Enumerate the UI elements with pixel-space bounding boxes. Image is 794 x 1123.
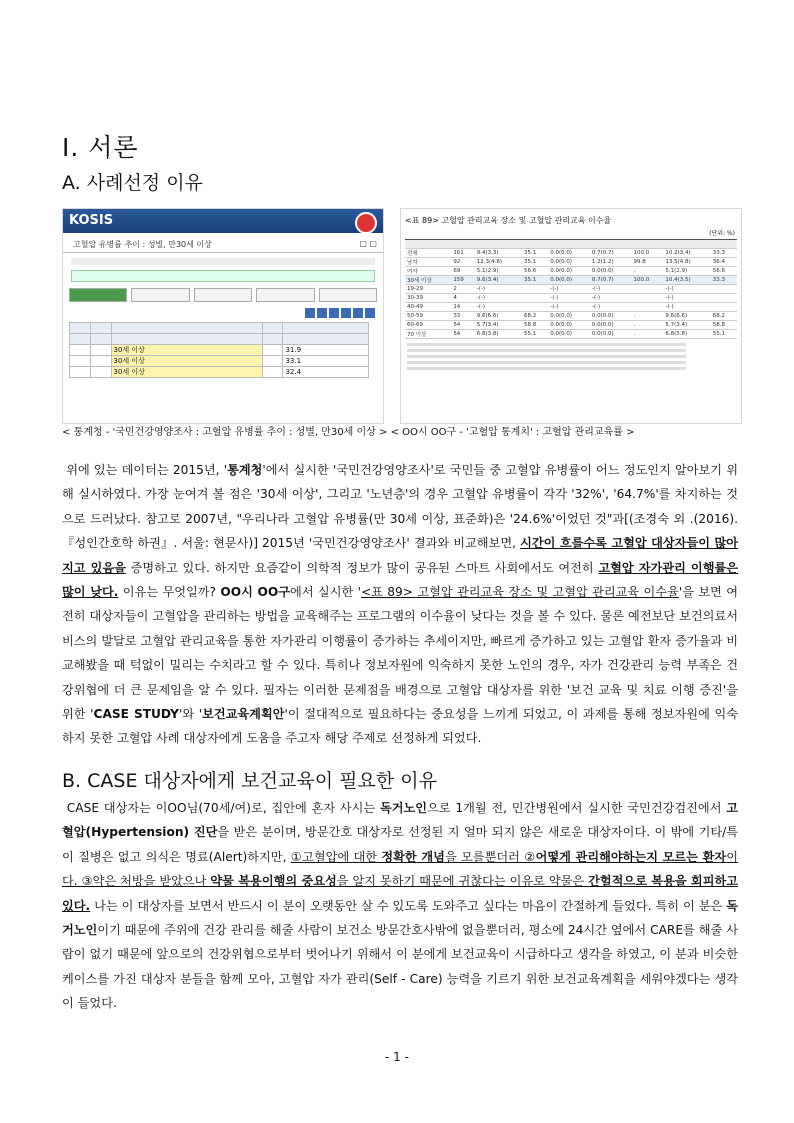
kosis-data-table: 30세 이상 31.9 30세 이상 33.1 30세 이상 32.4 — [69, 322, 369, 378]
kosis-screenshot-figure — [62, 208, 384, 424]
kosis-table-title: 고혈압 유병률 추이 : 성별, 만30세 이상 ▢ ▢ — [63, 233, 383, 253]
table89-unit: (단위: %) — [709, 230, 735, 237]
table89-row: 70 이상 54 6.8(3.8) 55.1 0.0(0.0) 0.0(0.0) . 6.8(3.8) 55.1 — [405, 330, 737, 339]
paragraph-b: CASE 대상자는 이OO님(70세/여)로, 집안에 혼자 사시는 독거노인으로 1개월 전, 민간병원에서 실시한 국민건강검진에서 고혈압(Hypertension) 진단을 받은 분이며, 방문간호 대상자로 선정된 지 얼마 되지 않은 새로운 대상자이다. 이 밖에 기타/특이 질병은 없고 의식은 명료(Alert)하지만, ①고혈압에 대한 정확한 개념을 모를뿐더러 ②어떻게 관리해야하는지 모르는 환자이다. ③약은 처방을 받았으나 약물 복용이행의 중요성을 알지 못하기 때문에 귀찮다는 이유로 약물은 간헐적으로 복용을 회피하고 있다. 나는 이 대상자를 보면서 반드시 이 분이 오랫동안 살 수 있도록 도와주고 싶다는 마음이 간절하게 들었다. 특히 이 분은 독거노인이기 때문에 주위에 건강 관리를 해줄 사람이 보건소 방문간호사밖에 없을뿐더러, 평소에 24시간 옆에서 CARE를 해줄 사람이 없기 때문에 앞으로의 건강위협으로부터 벗어나기 위해서 이 분에게 보건교육이 시급하다고 생각을 하였고, 이 분과 비슷한 케이스를 가진 대상자 분들을 함께 모아, 고혈압 자가 관리(Self - Care) 능력을 기르기 위한 보건교육계획을 세워야겠다는 생각이 들었다. — [62, 801, 739, 1011]
section-a-heading: A. 사례선정 이유 — [62, 172, 203, 194]
page-number: - 1 - — [385, 1050, 409, 1064]
table89-row: 30-39 4 -(-) -(-) -(-) -(-) — [405, 294, 737, 303]
table89-row: 여자 69 5.1(2.9) 56.6 0.0(0.0) 0.0(0.0) . 5.1(2.9) 56.6 — [405, 267, 737, 276]
table89-row: 남자 92 12.3(4.8) 35.1 0.0(0.0) 1.2(1.2) 99.8 13.5(4.8) 36.4 — [405, 258, 737, 267]
kosis-toolbar — [71, 308, 375, 318]
kosis-header — [63, 209, 383, 233]
table89-row: 40-49 14 -(-) -(-) -(-) -(-) — [405, 303, 737, 312]
paragraph-a: 위에 있는 데이터는 2015년, '통계청'에서 실시한 '국민건강영양조사'로 국민들 중 고혈압 유병률이 어느 정도인지 알아보기 위해 실시하였다. 가장 눈여겨 볼 점은 '30세 이상', 그리고 '노년층'의 경우 고혈압 유병률이 각각 '32%', '64.7%'를 차지하는 것으로 드러났다. 참고로 2007년, "우리나라 고혈압 유병률(만 30세 이상, 표준화)은 '24.6%'이었던 것"과[(조경숙 외 .(2016).『성인간호학 하권』. 서울: 현문사)] 2015년 '국민건강영양조사' 결과와 비교해보면, 시간이 흐를수록 고혈압 대상자들이 많아지고 있음을 증명하고 있다. 하지만 요즘같이 의학적 정보가 많이 공유된 스마트 사회에서도 여전히 고혈압 자가관리 이행률은 많이 낮다. 이유는 무엇일까? OO시 OO구에서 실시한 '<표 89> 고혈압 관리교육 장소 및 고혈압 관리교육 이수율'을 보면 여전히 대상자들이 고혈압을 관리하는 방법을 교육해주는 프로그램의 이수율이 낮다는 것을 볼 수 있다. 물론 예전보단 보건의료서비스의 발달로 고혈압 관리교육을 통한 자가관리 이행률이 증가하는 추세이지만, 빠르게 증가하고 있는 고혈압 환자 증가율과 비교해봤을 때 턱없이 밀리는 수치라고 할 수 있다. 특히나 정보자원에 익숙하지 못한 노인의 경우, 자가 건강관리 능력 부족은 건강위협에 더 큰 문제임을 알 수 있다. 필자는 이러한 문제점을 배경으로 고혈압 대상자를 위한 '보건 교육 및 치료 이행 증진'을 위한 'CASE STUDY'와 '보건교육계획안'이 절대적으로 필요하다는 중요성을 느끼게 되었고, 이 과제를 통해 정보자원에 익숙하지 못한 고혈압 사례 대상자에게 도움을 주고자 해당 주제로 선정하게 되었다. — [62, 463, 739, 746]
kosis-filter-bar — [69, 288, 377, 302]
section-b-heading: B. CASE 대상자에게 보건교육이 필요한 이유 — [62, 770, 437, 792]
government-seal-icon — [355, 212, 377, 234]
kosis-logo-text: KOSIS — [69, 213, 114, 228]
figure-caption: < 통계청 - '국민건강영양조사 : 고혈압 유병률 추이 : 성별, 만30세 이상 > < OO시 OO구 - '고혈압 통계치' : 고혈압 관리교육률 > — [62, 427, 635, 438]
table89-row: 50-59 33 9.6(6.6) 68.2 0.0(0.0) 0.0(0.0) . 9.6(6.6) 68.2 — [405, 312, 737, 321]
table89-figure — [400, 208, 742, 424]
table89-row: 전체 161 9.4(3.3) 35.1 0.0(0.0) 0.7(0.7) 100.0 10.2(3.4) 33.3 — [405, 249, 737, 258]
table89 — [405, 239, 737, 339]
table89-row: 19-29 2 -(-) -(-) -(-) -(-) — [405, 285, 737, 294]
table89-row: 30세 이상 159 9.6(3.4) 35.1 0.0(0.0) 0.7(0.7) 100.0 10.4(3.5) 33.3 — [405, 276, 737, 285]
chapter-heading: Ⅰ. 서론 — [62, 133, 139, 162]
table89-title: <표 89> 고혈압 관리교육 장소 및 고혈압 관리교육 이수율 — [405, 216, 612, 225]
table89-row: 60-69 54 5.7(3.4) 58.8 0.0(0.0) 0.0(0.0) . 5.7(3.4) 58.8 — [405, 321, 737, 330]
